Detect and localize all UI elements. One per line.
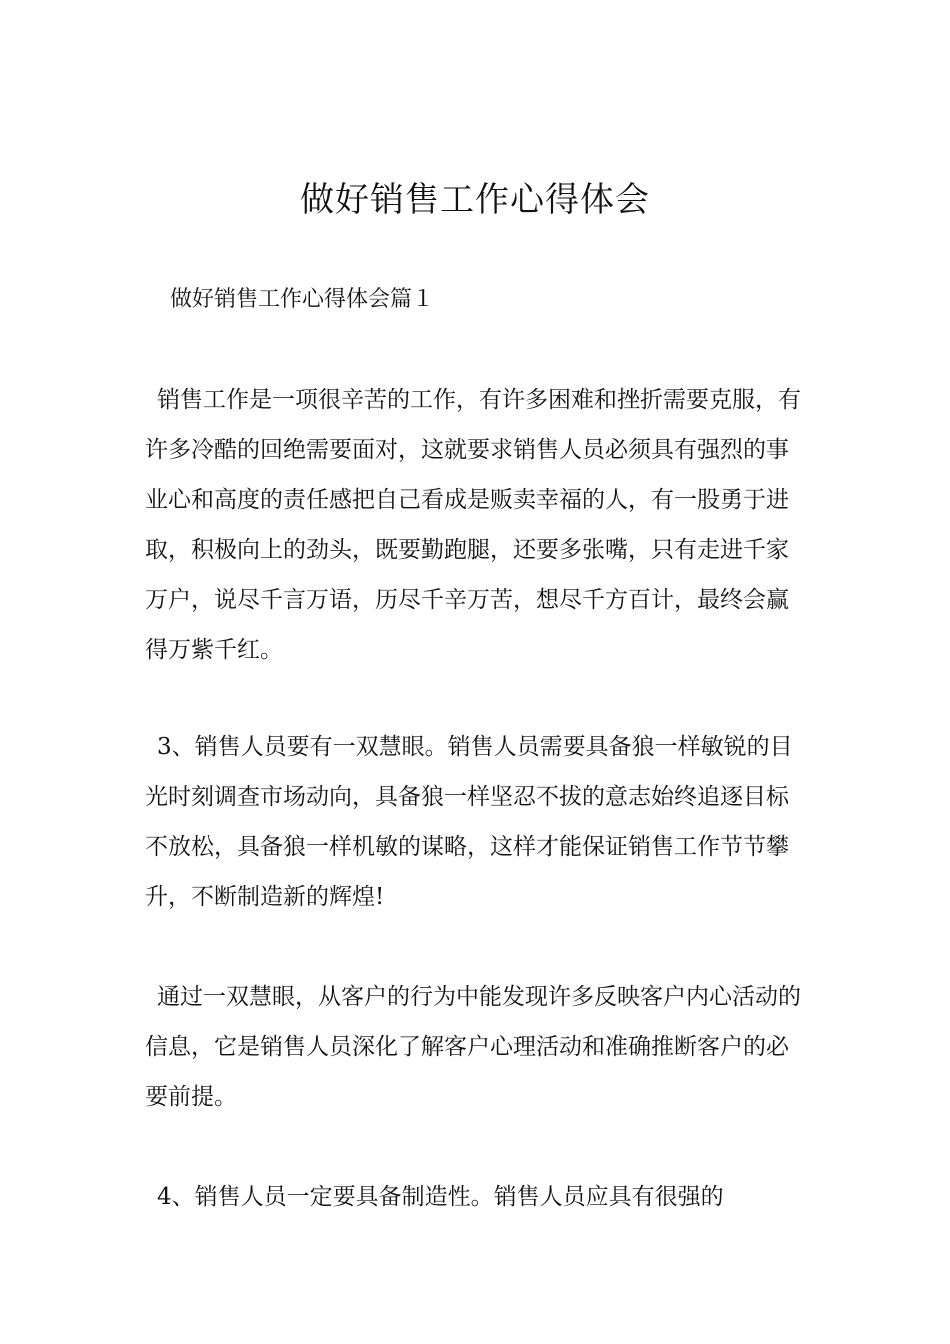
paragraph-1: 销售工作是一项很辛苦的工作，有许多困难和挫折需要克服，有许多冷酷的回绝需要面对，这就要求销售人员必须具有强烈的事业心和高度的责任感把自己看成是贩卖幸福的人，有一股勇于进取，积极向上的劲头，既要勤跑腿，还要多张嘴，只有走进千家万户，说尽千言万语，历尽千辛万苦，想尽千方百计，最终会赢得万紫千红。 — [145, 387, 801, 663]
paragraph-2: 3、销售人员要有一双慧眼。销售人员需要具备狼一样敏锐的目光时刻调查市场动向，具备狼一样坚忍不拔的意志始终追逐目标不放松，具备狼一样机敏的谋略，这样才能保证销售工作节节攀升，不断制造新的辉煌! — [145, 734, 793, 910]
paragraph-4: 4、销售人员一定要具备制造性。销售人员应具有很强的 — [157, 1184, 724, 1210]
paragraph-3: 通过一双慧眼，从客户的行为中能发现许多反映客户内心活动的信息，它是销售人员深化了解客户心理活动和准确推断客户的必要前提。 — [145, 984, 801, 1110]
document-title: 做好销售工作心得体会 — [300, 180, 650, 220]
section-heading: 做好销售工作心得体会篇１ — [170, 287, 435, 312]
